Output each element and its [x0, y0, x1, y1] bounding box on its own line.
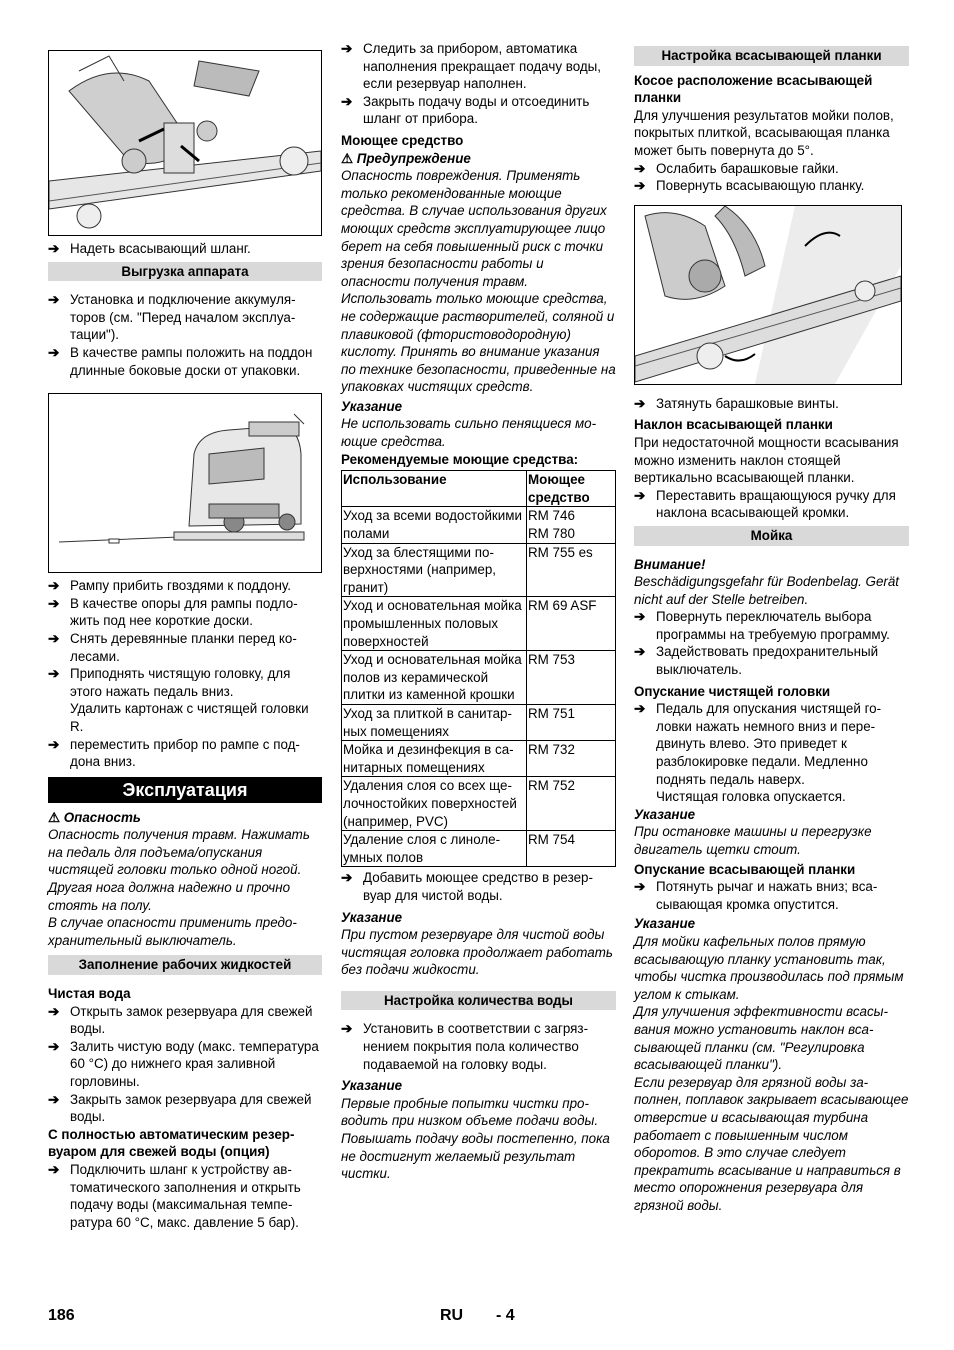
- table-header-row: [342, 471, 616, 507]
- page-number: 186: [48, 1307, 75, 1324]
- note3-text: Первые пробные попытки чистки проводить при низком объеме подачи воды. Повышать подачу воды постепенно, пока не достигнут желаемый результат чистки.: [341, 1095, 610, 1182]
- list-item: ➔ Затянуть барашковые винты.: [634, 395, 839, 411]
- arrow-right-icon: ➔: [634, 609, 646, 625]
- tighten-step-list: [634, 395, 909, 413]
- oblique-text: Для улучшения результатов мойки полов, покрытых плиткой, всасывающая планка может быть повернута до 5°.: [634, 107, 894, 158]
- ramp-machine-illustration: [49, 394, 321, 572]
- note3-title: Указание: [341, 1078, 403, 1094]
- table-cell-usage: Уход за блестящими поверхностями (например, гранит): [342, 543, 527, 597]
- figure-ramp: [48, 393, 322, 573]
- danger-text-2: В случае опасности применить предохранительный выключатель.: [48, 915, 297, 948]
- language-code: RU: [440, 1307, 464, 1324]
- table-header: Использование: [342, 471, 527, 507]
- table-cell-usage: Уход за всеми водостойкими полами: [342, 507, 527, 543]
- water-step-list: [48, 1003, 322, 1126]
- table-header: Моющее средство: [527, 471, 616, 507]
- table-cell-usage: Мойка и дезинфекция в санитарных помещениях: [342, 741, 527, 777]
- table-cell-usage: Удаления слоя со всех щелочностойких поверхностей (например, PVC): [342, 777, 527, 831]
- list-item: ➔ Закрыть подачу воды и отсоединить шланг от прибора.: [341, 93, 590, 127]
- figure-squeegee: [634, 205, 902, 385]
- arrow-right-icon: ➔: [341, 41, 353, 56]
- sub-page-number: - 4: [496, 1307, 515, 1324]
- arrow-right-icon: ➔: [48, 241, 60, 256]
- list-item: ➔ Установка и подключение аккумуляторов (см. "Перед началом эксплуатации").: [48, 292, 296, 343]
- list-item: ➔ Ослабить барашковые гайки.: [634, 160, 839, 176]
- table-cell-detergent: RM 732: [527, 741, 616, 777]
- list-item: ➔ Закрыть замок резервуара для свежей воды.: [48, 1091, 312, 1125]
- arrow-right-icon: ➔: [48, 630, 60, 646]
- list-item: ➔ Повернуть переключатель выбора программы на требуемую программу.: [634, 609, 890, 642]
- note2-title: Указание: [341, 909, 403, 925]
- list-item: ➔ Приподнять чистящую головку, для этого нажать педаль вниз.: [48, 666, 291, 699]
- section-heading-fill: Заполнение рабочих жидкостей: [48, 955, 322, 975]
- detergent-table-body: [342, 507, 616, 867]
- section-heading-squeegee: Настройка всасывающей планки: [634, 46, 909, 66]
- table-row: [342, 651, 616, 705]
- danger-title: ⚠ Опасность: [48, 809, 141, 825]
- list-item: ➔ Рампу прибить гвоздями к поддону.: [48, 578, 291, 594]
- list-item: ➔ Подключить шланг к устройству автоматического заполнения и открыть подачу воды (максимальная температура 60 °C, макс. давление 5 бар).: [48, 1161, 301, 1230]
- list-item: ➔ Переставить вращающуюся ручку для наклона всасывающей кромки.: [634, 487, 896, 521]
- table-cell-detergent: RM 69 ASF: [527, 597, 616, 651]
- lower-squeegee-step-list: [634, 878, 909, 913]
- table-row: [342, 507, 616, 543]
- ramp-continuation: Удалить картонаж с чистящей головки R.: [70, 701, 309, 734]
- note2-text-1: Для мойки кафельных полов прямую всасывающую планку установить так, чтобы чистка производилась под прямым углом к стыкам.: [634, 933, 904, 1002]
- arrow-right-icon: ➔: [48, 344, 60, 360]
- column-3: [634, 42, 909, 1214]
- arrow-right-icon: ➔: [48, 1091, 60, 1107]
- table-row: [342, 704, 616, 740]
- list-item: ➔ Надеть всасывающий шланг.: [48, 241, 251, 256]
- list-item: ➔ Повернуть всасывающую планку.: [634, 178, 865, 194]
- hose-step-list: [48, 240, 322, 258]
- heading-lower-squeegee: Опускание всасывающей планки: [634, 861, 856, 877]
- warning-title: ⚠ Предупреждение: [341, 150, 471, 166]
- warning-triangle-icon: ⚠: [48, 809, 61, 825]
- list-item: ➔ переместить прибор по рампе с поддона вниз.: [48, 736, 300, 770]
- heading-clean-water: Чистая вода: [48, 986, 131, 1002]
- table-row: [342, 597, 616, 651]
- section-heading-water-amount: Настройка количества воды: [341, 991, 616, 1011]
- arrow-right-icon: ➔: [48, 1161, 60, 1177]
- arrow-right-icon: ➔: [634, 644, 646, 660]
- add-step-list: [341, 869, 616, 904]
- lower-head-step-list: [634, 700, 909, 788]
- table-cell-detergent: RM 754: [527, 831, 616, 867]
- section-heading-wash: Мойка: [634, 526, 909, 546]
- list-item: ➔ Задействовать предохранительный выключатель.: [634, 644, 879, 678]
- list-item: ➔ Открыть замок резервуара для свежей воды.: [48, 1003, 313, 1037]
- table-cell-detergent: RM 753: [527, 651, 616, 705]
- detergent-table: [341, 470, 616, 867]
- figure-suction-hose: [48, 50, 322, 236]
- arrow-right-icon: ➔: [634, 701, 646, 717]
- arrow-right-icon: ➔: [48, 1003, 60, 1019]
- note2-text-2: Для улучшения эффективности всасывания можно установить наклон всасывающей планки (см. "Регулировка всасывающей планки").: [634, 1004, 888, 1073]
- arrow-right-icon: ➔: [48, 595, 60, 611]
- table-cell-detergent: RM 752: [527, 777, 616, 831]
- note-text: При остановке машины и перегрузке двигатель щетки стоит.: [634, 824, 872, 857]
- list-item: ➔ Установить в соответствии с загрязнением покрытия пола количество подаваемой на головку воды.: [341, 1021, 589, 1072]
- table-cell-usage: Удаление слоя с линолеумных полов: [342, 831, 527, 867]
- list-item: ➔ Педаль для опускания чистящей головки нажать немного вниз и передвинуть влево. Это приведет к разблокировке педали. Медленно поднять педаль наверх.: [634, 701, 882, 787]
- column-2: [341, 40, 616, 1183]
- lower-head-continuation: Чистящая головка опускается.: [656, 789, 846, 805]
- heading-detergent: Моющее средство: [341, 132, 464, 148]
- table-cell-detergent: RM 746 RM 780: [527, 507, 616, 543]
- arrow-right-icon: ➔: [341, 870, 353, 886]
- note-title: Указание: [341, 398, 403, 414]
- tilt-step-list: [634, 487, 909, 522]
- amount-step-list: [341, 1020, 616, 1073]
- list-item: ➔ В качестве опоры для рампы подложить под нее короткие доски.: [48, 595, 298, 629]
- section-heading-unload: Выгрузка аппарата: [48, 262, 322, 282]
- table-row: [342, 741, 616, 777]
- note2-text: При пустом резервуаре для чистой воды чистящая головка продолжает работать без подачи жидкости.: [341, 927, 613, 978]
- table-row: [342, 543, 616, 597]
- wash-step-list: [634, 608, 909, 678]
- note2-text-3: Если резервуар для грязной воды заполнен, поплавок закрывает всасывающее отверстие и всасывающая турбина работает с повышенным числом оборотов. В это случае следует прекратить всасывание и направиться в место опорожнения резервуара для грязной воды.: [634, 1074, 909, 1213]
- oblique-step-list: [634, 160, 909, 195]
- auto-step-list-cont: [341, 40, 616, 128]
- column-1: [48, 44, 322, 1231]
- heading-tilt: Наклон всасывающей планки: [634, 417, 833, 433]
- attention-text: Beschädigungsgefahr für Bodenbelag. Gerät nicht auf der Stelle betreiben.: [634, 574, 900, 607]
- ramp-last-step-list: [48, 736, 322, 771]
- note-title: Указание: [634, 806, 696, 822]
- arrow-right-icon: ➔: [48, 1038, 60, 1054]
- suction-hose-illustration: [49, 51, 321, 235]
- arrow-right-icon: ➔: [634, 487, 646, 503]
- table-row: [342, 777, 616, 831]
- table-cell-usage: Уход за плиткой в санитарных помещениях: [342, 704, 527, 740]
- warning-text: Опасность повреждения. Применять только рекомендованные моющие средства. В случае использования других моющих средств эксплуатирующее лицо берет на себя повышенный риск с точки зрения безопасности работы и опасности получения травм. Использовать только моющие средства, не содержащие растворителей, соляной и плавиковой (фтористоводородную) кислоту. Принять во внимание указания по технике безопасности, приведенные на упаковках чистящих средств.: [341, 168, 616, 395]
- heading-auto-fill: С полностью автоматическим резервуаром для свежей воды (опция): [48, 1126, 295, 1160]
- arrow-right-icon: ➔: [634, 178, 646, 194]
- arrow-right-icon: ➔: [341, 93, 353, 109]
- list-item: ➔ Снять деревянные планки перед колесами.: [48, 630, 297, 664]
- heading-oblique: Косое расположение всасывающей планки: [634, 72, 873, 106]
- arrow-right-icon: ➔: [48, 292, 60, 308]
- attention-title: Внимание!: [634, 556, 706, 572]
- table-cell-usage: Уход и основательная мойка промышленных половых поверхностей: [342, 597, 527, 651]
- unload-step-list: [48, 291, 322, 379]
- table-cell-detergent: RM 751: [527, 704, 616, 740]
- arrow-right-icon: ➔: [634, 160, 646, 176]
- heading-recommended: Рекомендуемые моющие средства:: [341, 451, 579, 467]
- list-item: ➔ Потянуть рычаг и нажать вниз; всасывающая кромка опустится.: [634, 879, 878, 912]
- tilt-text: При недостаточной мощности всасывания можно изменить наклон стоящей вертикально всасывающей планки.: [634, 434, 899, 486]
- arrow-right-icon: ➔: [48, 736, 60, 752]
- table-row: [342, 831, 616, 867]
- list-item: ➔ Добавить моющее средство в резервуар для чистой воды.: [341, 870, 593, 903]
- arrow-right-icon: ➔: [48, 578, 60, 594]
- note-text: Не использовать сильно пенящиеся моющие средства.: [341, 416, 597, 450]
- arrow-right-icon: ➔: [341, 1021, 353, 1037]
- note2-title: Указание: [634, 916, 696, 932]
- table-cell-usage: Уход и основательная мойка полов из керамической плитки из каменной крошки: [342, 651, 527, 705]
- heading-lower-head: Опускание чистящей головки: [634, 683, 831, 699]
- auto-step-list: [48, 1161, 322, 1231]
- squeegee-illustration: [635, 206, 901, 384]
- list-item: ➔ Следить за прибором, автоматика наполнения прекращает подачу воды, если резервуар наполнен.: [341, 41, 602, 92]
- list-item: ➔ Залить чистую воду (макс. температура 60 °C) до нижнего края заливной горловины.: [48, 1038, 319, 1089]
- list-item: ➔ В качестве рампы положить на поддон длинные боковые доски от упаковки.: [48, 344, 313, 378]
- warning-triangle-icon: ⚠: [341, 150, 354, 166]
- table-cell-detergent: RM 755 es: [527, 543, 616, 597]
- arrow-right-icon: ➔: [634, 395, 646, 411]
- ramp-step-list: [48, 577, 322, 700]
- arrow-right-icon: ➔: [48, 666, 60, 682]
- arrow-right-icon: ➔: [634, 879, 646, 895]
- chapter-heading-operation: Эксплуатация: [48, 777, 322, 803]
- danger-text: Опасность получения травм. Нажимать на педаль для подъема/опускания чистящей головки только одной ногой. Другая нога должна надежно и прочно стоять на полу.: [48, 827, 310, 913]
